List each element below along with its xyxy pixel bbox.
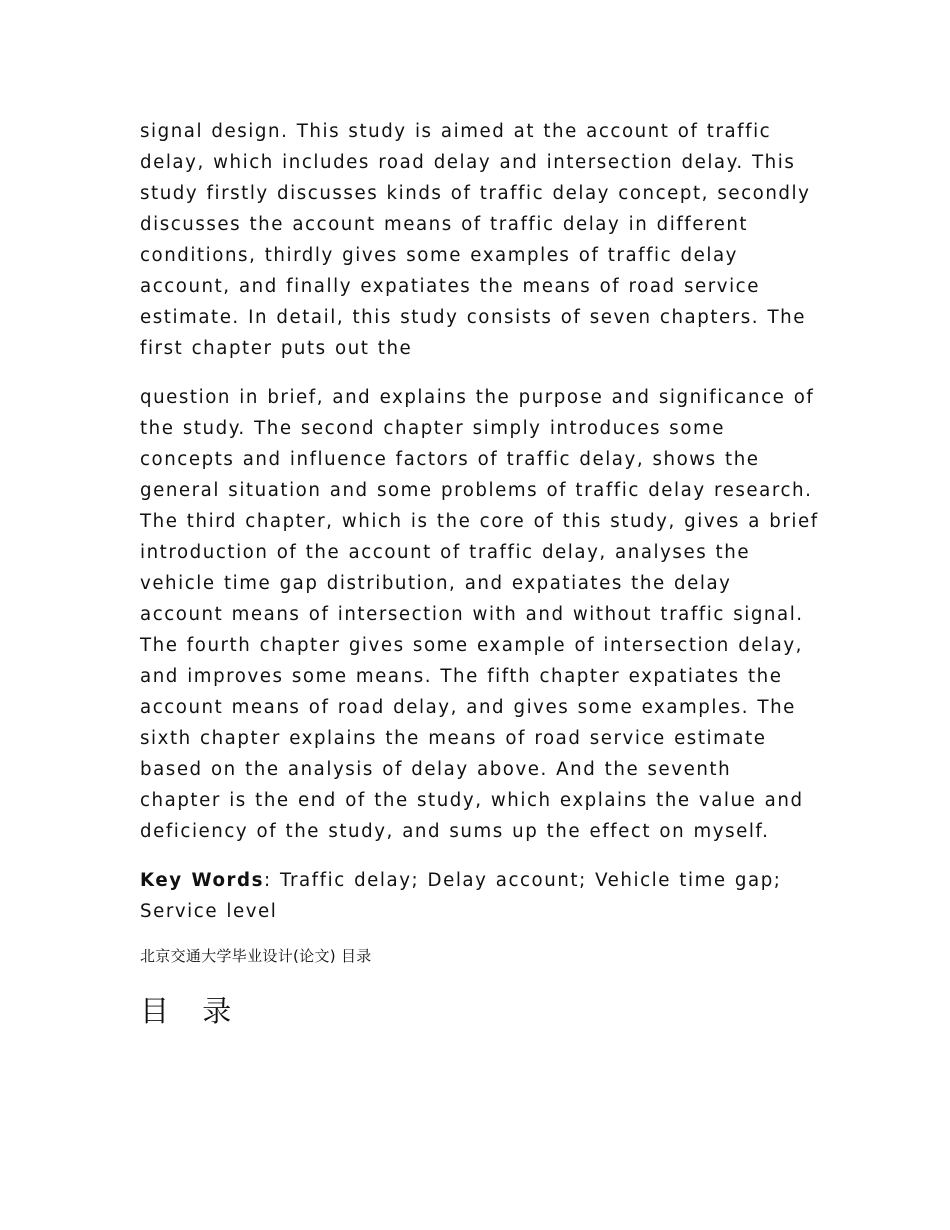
running-header: 北京交通大学毕业设计(论文) 目录 [140,947,372,965]
keywords-line [140,865,820,927]
abstract-paragraph-2: question in brief, and explains the purpose and significance of the study. The second chapter simply introduces some concepts and influence factors of traffic delay, shows the general situation and some problems of traffic delay research. The third chapter, which is the core of this study, gives a brief introduction of the account of traffic delay, analyses the vehicle time gap distribution, and expatiates the delay account means of intersection with and without traffic signal. The fourth chapter gives some example of intersection delay, and improves some means. The fifth chapter expatiates the account means of road delay, and gives some examples. The sixth chapter explains the means of road service estimate based on the analysis of delay above. And the seventh chapter is the end of the study, which explains the value and deficiency of the study, and sums up the effect on myself. [140,387,819,842]
keywords-text: : Traffic delay; Delay account; Vehicle time gap; Service level [140,870,782,922]
table-of-contents-title: 目 录 [140,994,244,1028]
keywords-label: Key Words [140,870,264,891]
abstract-paragraph-1: signal design. This study is aimed at the account of traffic delay, which includes road delay and intersection delay. This study firstly discusses kinds of traffic delay concept, secondly discusses the account means of traffic delay in different conditions, thirdly gives some examples of traffic delay account, and finally expatiates the means of road service estimate. In detail, this study consists of seven chapters. The first chapter puts out the [140,121,811,359]
document-page [140,116,820,1031]
